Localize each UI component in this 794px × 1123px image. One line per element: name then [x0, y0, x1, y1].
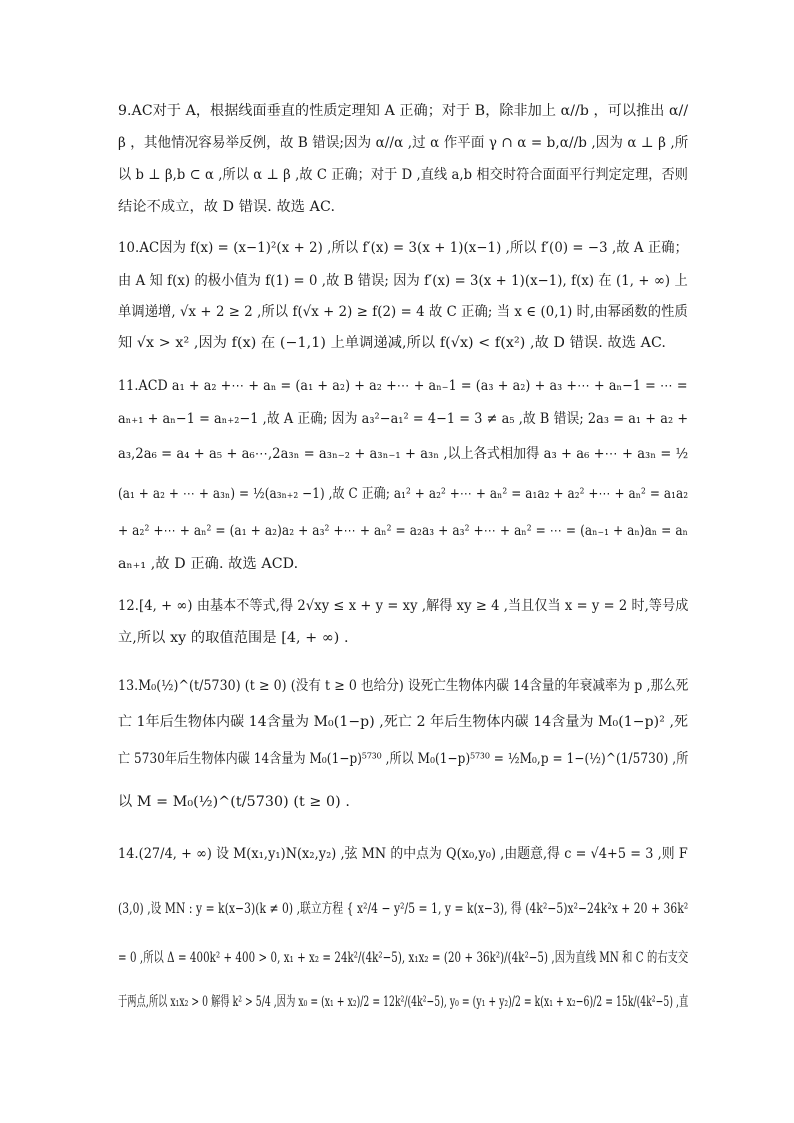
- q9-line-1: 9.AC对于 A，根据线面垂直的性质定理知 A 正确；对于 B，除非加上 α//b ，可以推出 α//: [118, 103, 689, 119]
- q9-line-4: 结论不成立，故 D 错误. 故选 AC.: [118, 199, 336, 215]
- q14-line-4: 于两点,所以 x₁x₂ > 0 解得 k² > 5/4 ,因为 x₀ = (x₁ + x₂)/2 = 12k²/(4k²−5), y₀ = (y₁ + y₂)/2 = k(x₁ + x₂−6)/2 = 15k/(4k²−5) ,直: [118, 994, 689, 1010]
- q11-line-1: 11.ACD a₁ + a₂ +⋯ + aₙ = (a₁ + a₂) + a₂ +⋯ + aₙ₋1 = (a₃ + a₂) + a₃ +⋯ + aₙ−1 = ⋯ =: [118, 378, 688, 394]
- q13-line-3: 亡 5730年后生物体内碳 14含量为 M₀(1−p)⁵⁷³⁰ ,所以 M₀(1−p)⁵⁷³⁰ = ½M₀,p = 1−(½)^(1/5730) ,所: [118, 751, 689, 767]
- q11-line-2: aₙ₊₁ + aₙ−1 = aₙ₊₂−1 ,故 A 正确; 因为 a₃²−a₁² = 4−1 = 3 ≠ a₅ ,故 B 错误; 2a₃ = a₁ + a₂ +: [118, 411, 689, 427]
- q10-line-4: 知 √x > x² ,因为 f(x) 在 (−1,1) 上单调递减,所以 f(√x) < f(x²) ,故 D 错误. 故选 AC.: [118, 335, 666, 351]
- q13-line-1: 13.M₀(½)^(t/5730) (t ≥ 0) (没有 t ≥ 0 也给分) 设死亡生物体内碳 14含量的年衰减率为 p ,那么死: [118, 678, 689, 694]
- q14-line-1: 14.(27/4, + ∞) 设 M(x₁,y₁)N(x₂,y₂) ,弦 MN 的中点为 Q(x₀,y₀) ,由题意,得 c = √4+5 = 3 ,则 F: [118, 846, 688, 862]
- q13-line-2: 亡 1年后生物体内碳 14含量为 M₀(1−p) ,死亡 2 年后生物体内碳 14含量为 M₀(1−p)² ,死: [118, 714, 689, 730]
- q12-line-2: 立,所以 xy 的取值范围是 [4, + ∞) .: [118, 630, 349, 646]
- q12-line-1: 12.[4, + ∞) 由基本不等式,得 2√xy ≤ x + y = xy ,解得 xy ≥ 4 ,当且仅当 x = y = 2 时,等号成: [118, 598, 689, 614]
- q11-line-4: (a₁ + a₂ + ⋯ + a₃ₙ) = ½(a₃ₙ₊₂ −1) ,故 C 正确; a₁² + a₂² +⋯ + aₙ² = a₁a₂ + a₂² +⋯ + aₙ² = a₁a₂: [118, 486, 689, 502]
- q10-line-2: 由 A 知 f(x) 的极小值为 f(1) = 0 ,故 B 错误; 因为 f′(x) = 3(x + 1)(x−1), f(x) 在 (1, + ∞) 上: [118, 273, 688, 289]
- q11-line-5: + a₂² +⋯ + aₙ² = (a₁ + a₂)a₂ + a₃² +⋯ + aₙ² = a₂a₃ + a₃² +⋯ + aₙ² = ⋯ = (aₙ₋₁ + aₙ)aₙ = aₙ: [118, 523, 689, 539]
- q14-line-3: = 0 ,所以 Δ = 400k² + 400 > 0, x₁ + x₂ = 24k²/(4k²−5), x₁x₂ = (20 + 36k²)/(4k²−5) ,因为直线 MN 和 C 的右支交: [118, 950, 689, 966]
- q11-line-6: aₙ₊₁ ,故 D 正确. 故选 ACD.: [118, 556, 299, 572]
- q9-line-2: β ，其他情况容易举反例，故 B 错误;因为 α//α ,过 α 作平面 γ ∩ α = b,α//b ,因为 α ⊥ β ,所: [118, 135, 689, 151]
- q10-line-3: 单调递增, √x + 2 ≥ 2 ,所以 f(√x + 2) ≥ f(2) = 4 故 C 正确; 当 x ∈ (0,1) 时,由幂函数的性质: [118, 304, 688, 320]
- q10-line-1: 10.AC因为 f(x) = (x−1)²(x + 2) ,所以 f′(x) = 3(x + 1)(x−1) ,所以 f′(0) = −3 ,故 A 正确；: [118, 240, 688, 256]
- q9-line-3: 以 b ⊥ β,b ⊂ α ,所以 α ⊥ β ,故 C 正确；对于 D ,直线 a,b 相交时符合面面平行判定定理，否则: [118, 167, 688, 183]
- q11-line-3: a₃,2a₆ = a₄ + a₅ + a₆⋯,2a₃ₙ = a₃ₙ₋₂ + a₃ₙ₋₁ + a₃ₙ ,以上各式相加得 a₃ + a₆ +⋯ + a₃ₙ = ½: [118, 446, 689, 462]
- q14-line-2: (3,0) ,设 MN : y = k(x−3)(k ≠ 0) ,联立方程 { x²/4 − y²/5 = 1, y = k(x−3), 得 (4k²−5)x²−24k²x + 20 + 36k²: [118, 901, 689, 917]
- q13-line-4: 以 M = M₀(½)^(t/5730) (t ≥ 0) .: [118, 794, 350, 810]
